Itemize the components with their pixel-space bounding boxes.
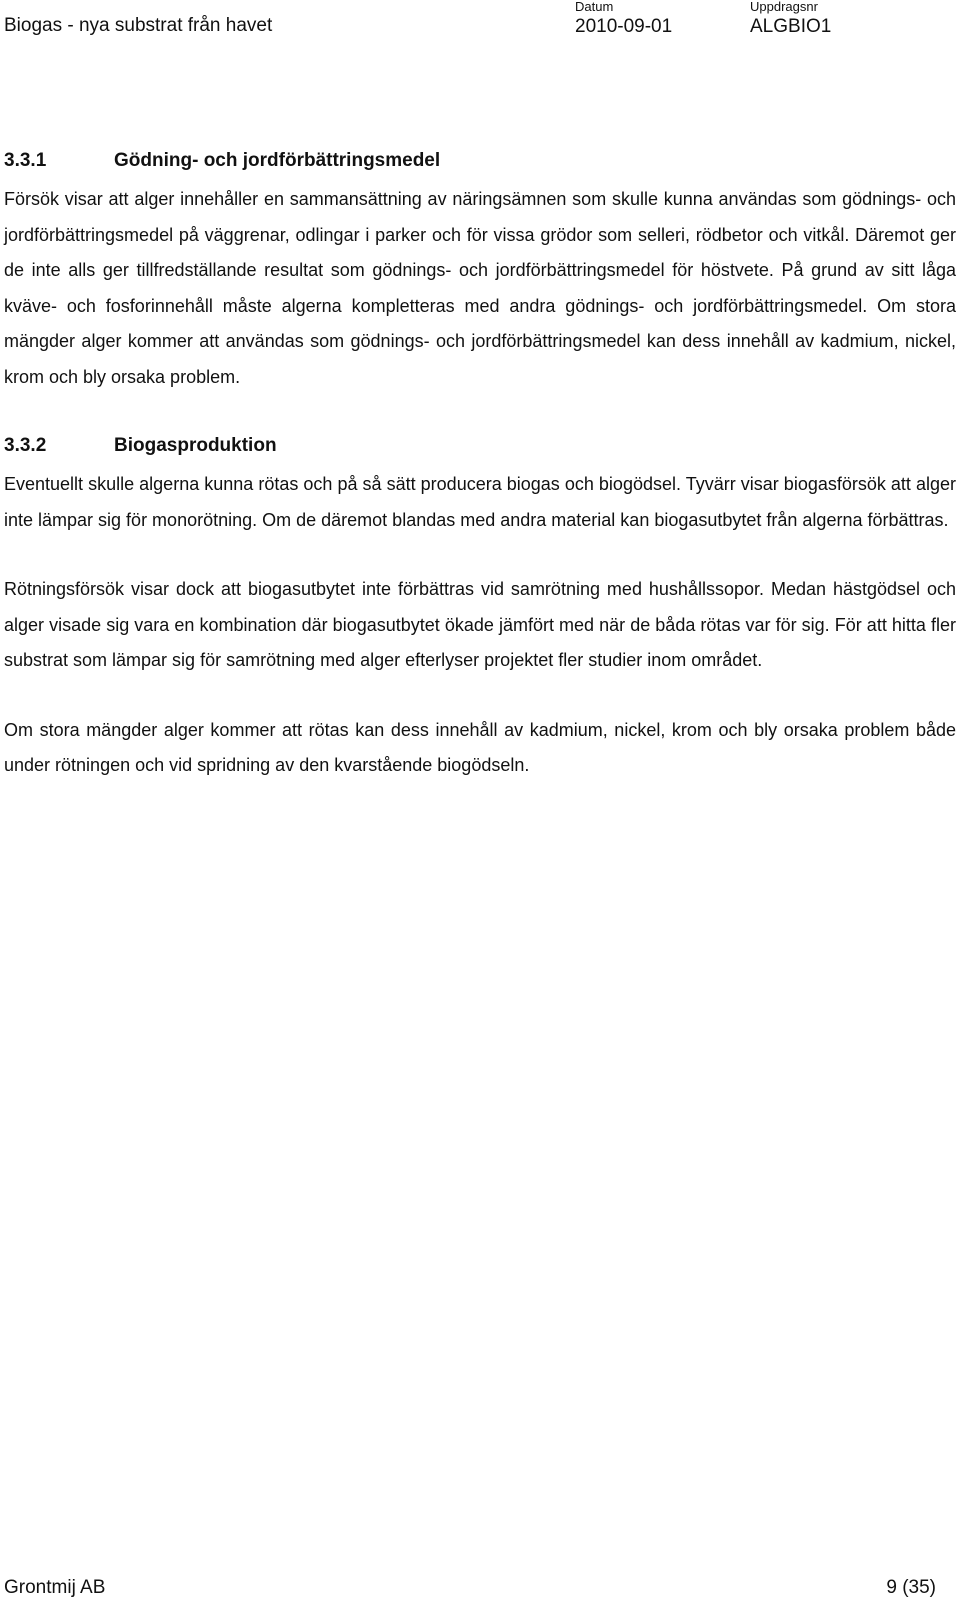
assignment-value: ALGBIO1 (750, 16, 832, 37)
document-body (4, 144, 956, 784)
footer-page-number: 9 (35) (886, 1577, 936, 1598)
paragraph: Om stora mängder alger kommer att rötas kan dess innehåll av kadmium, nickel, krom och bly orsaka problem både under rötningen och vid spridning av den kvarstående biogödseln. (4, 719, 956, 775)
section-number: 3.3.1 (4, 150, 47, 171)
date-block (575, 0, 672, 39)
date-label: Datum (575, 0, 614, 14)
section-heading-3-3-1 (4, 144, 956, 178)
section-heading-3-3-2 (4, 429, 956, 463)
date-value: 2010-09-01 (575, 16, 673, 37)
footer-company: Grontmij AB (4, 1577, 106, 1598)
section-title: Gödning- och jordförbättringsmedel (114, 150, 441, 171)
paragraph: Rötningsförsök visar dock att biogasutbytet inte förbättras vid samrötning med hushållssopor. Medan hästgödsel och alger visade sig vara en kombination där biogasutbytet ökade jämfört med när de båda rötas var för sig. För att hitta fler substrat som lämpar sig för samrötning med alger efterlyser projektet fler studier inom området. (4, 579, 956, 670)
assignment-block (750, 0, 831, 39)
paragraph: Försök visar att alger innehåller en sammansättning av näringsämnen som skulle kunna användas som gödnings- och jordförbättringsmedel på väggrenar, odlingar i parker och för vissa grödor som selleri, rödbetor och vitkål. Däremot ger de inte alls ger tillfredställande resultat som gödnings- och jordförbättringsmedel för höstvete. På grund av sitt låga kväve- och fosforinnehåll måste algerna kompletteras med andra gödnings- och jordförbättringsmedel. Om stora mängder alger kommer att användas som gödnings- och jordförbättringsmedel kan dess innehåll av kadmium, nickel, krom och bly orsaka problem. (4, 189, 956, 387)
section-number: 3.3.2 (4, 435, 47, 456)
section-title: Biogasproduktion (114, 435, 277, 456)
assignment-label: Uppdragsnr (750, 0, 818, 14)
document-title: Biogas - nya substrat från havet (4, 15, 273, 36)
paragraph: Eventuellt skulle algerna kunna rötas och på så sätt producera biogas och biogödsel. Tyvärr visar biogasförsök att alger inte lämpar sig för monorötning. Om de däremot blandas med andra material kan biogasutbytet från algerna förbättras. (4, 474, 956, 530)
